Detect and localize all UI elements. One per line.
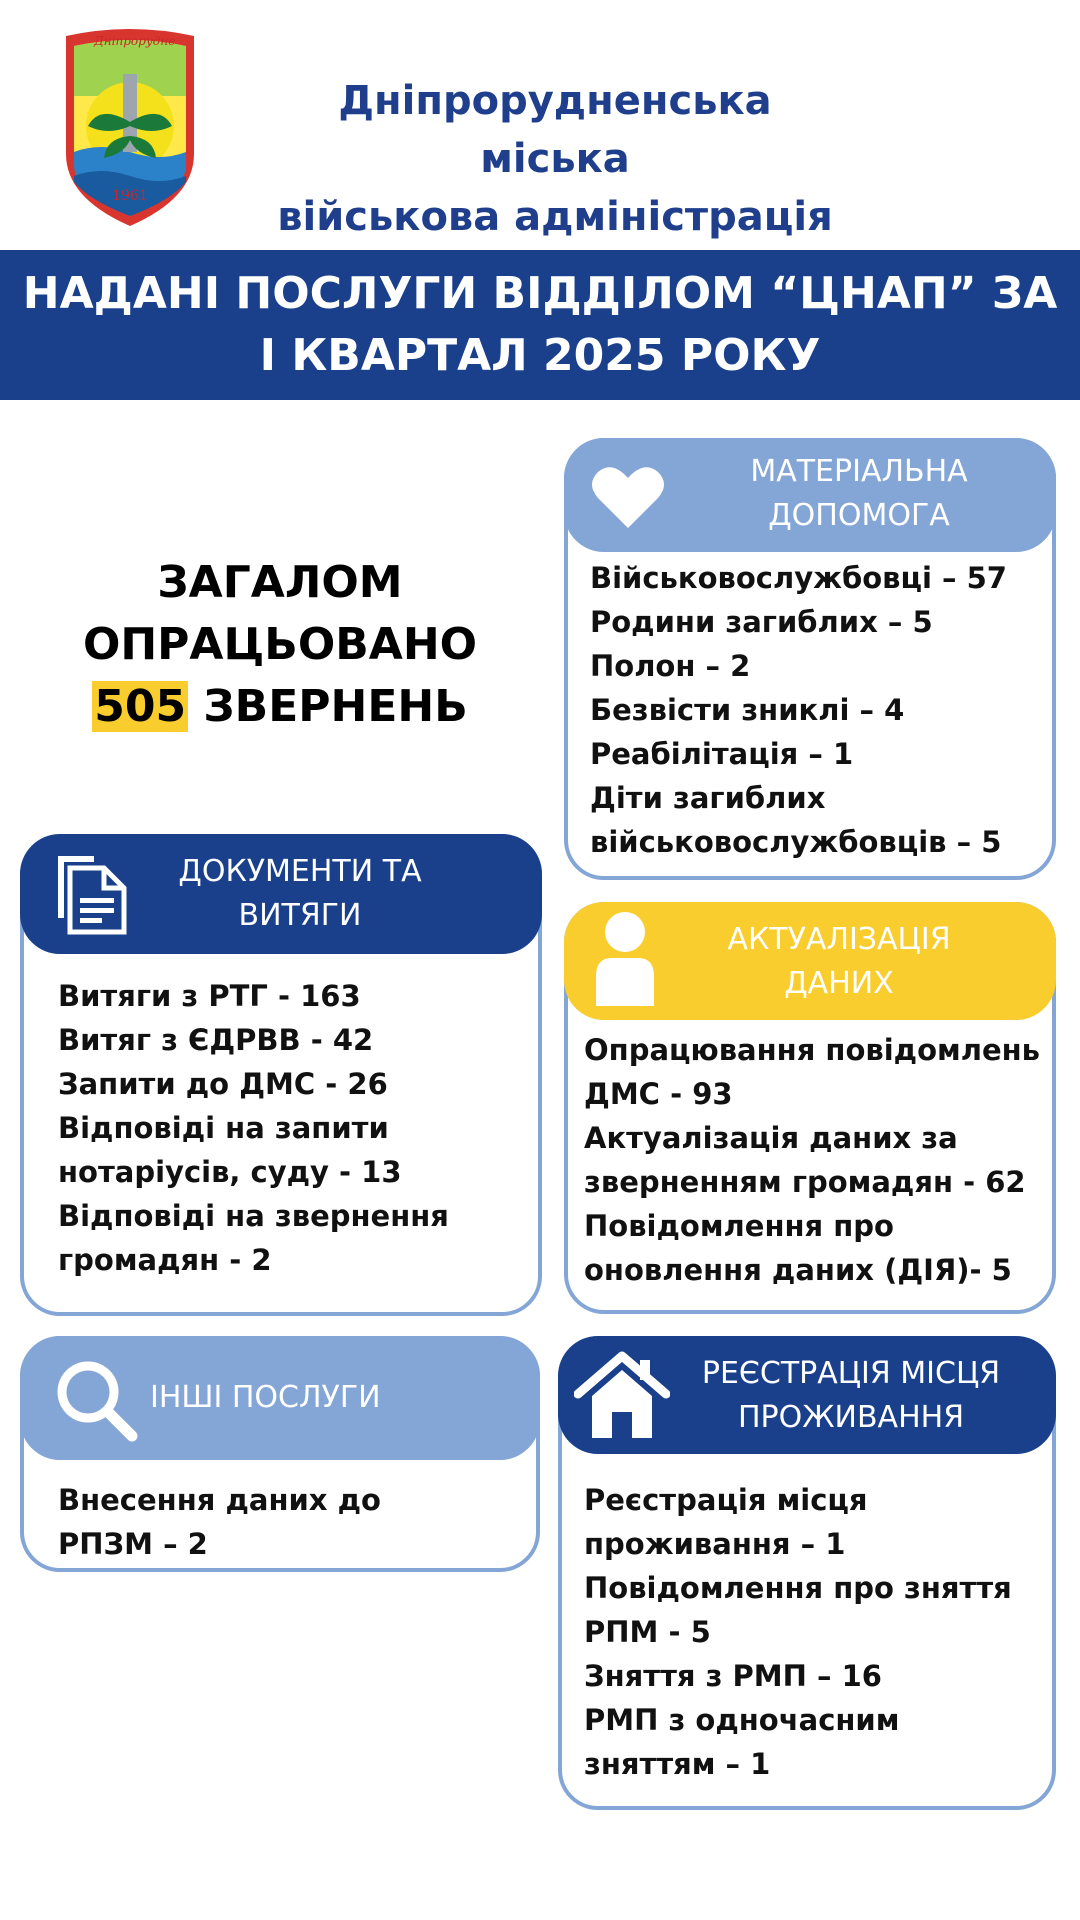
card-registration-header [558, 1336, 1056, 1454]
total-suffix: ЗВЕРНЕНЬ [203, 681, 468, 732]
header-title-line2: військова адміністрація [277, 194, 833, 240]
list-item: оновлення даних (ДІЯ)- 5 [584, 1253, 1012, 1287]
total-summary [40, 552, 520, 738]
card-update-title-line1: АКТУАЛІЗАЦІЯ [727, 922, 951, 957]
list-item: Внесення даних до [58, 1483, 381, 1517]
card-documents [20, 834, 542, 1316]
list-item: проживання – 1 [584, 1527, 846, 1561]
list-item: військовослужбовців – 5 [590, 825, 1002, 859]
list-item: Реєстрація місця [584, 1483, 868, 1517]
person-icon [592, 910, 658, 1014]
list-item: Зняття з РМП – 16 [584, 1659, 882, 1693]
banner-line1: НАДАНІ ПОСЛУГИ ВІДДІЛОМ “ЦНАП” ЗА [22, 268, 1058, 319]
card-data-update [564, 902, 1056, 1314]
list-item: Витяг з ЄДРВВ - 42 [58, 1023, 374, 1057]
heart-icon [590, 462, 666, 534]
card-material-title-line1: МАТЕРІАЛЬНА [750, 454, 968, 489]
card-residence-registration [558, 1336, 1056, 1810]
list-item: Діти загиблих [590, 781, 826, 815]
card-registration-title-line1: РЕЄСТРАЦІЯ МІСЦЯ [701, 1356, 1001, 1391]
list-item: РМП з одночасним [584, 1703, 900, 1737]
logo-name-text: Дніпрорудне [94, 34, 176, 48]
total-line1: ЗАГАЛОМ [157, 557, 403, 608]
card-material-assistance [564, 438, 1056, 880]
card-documents-header [20, 834, 542, 954]
list-item: Запити до ДМС - 26 [58, 1067, 388, 1101]
list-item: Повідомлення про [584, 1209, 894, 1243]
banner-line2: І КВАРТАЛ 2025 РОКУ [259, 330, 821, 381]
list-item: Родини загиблих – 5 [590, 605, 933, 639]
documents-icon [54, 852, 128, 940]
card-other-services-header [20, 1336, 540, 1460]
card-other-services [20, 1336, 540, 1572]
list-item: Витяги з РТГ - 163 [58, 979, 361, 1013]
list-item: РПЗМ – 2 [58, 1527, 208, 1561]
header-title [270, 72, 840, 246]
card-registration-title-line2: ПРОЖИВАННЯ [737, 1400, 965, 1435]
list-item: Реабілітація – 1 [590, 737, 854, 771]
list-item: зняттям – 1 [584, 1747, 771, 1781]
total-line2: ОПРАЦЬОВАНО [82, 619, 478, 670]
list-item: Відповіді на звернення [58, 1199, 449, 1233]
total-line3 [40, 676, 520, 738]
card-documents-title-line1: ДОКУМЕНТИ ТА [178, 854, 422, 889]
header-title-line1: Дніпрорудненська міська [338, 78, 772, 182]
list-item: нотаріусів, суду - 13 [58, 1155, 402, 1189]
list-item: Актуалізація даних за [584, 1121, 958, 1155]
search-icon [54, 1358, 138, 1446]
card-other-title: ІНШІ ПОСЛУГИ [150, 1380, 381, 1415]
card-update-title-line2: ДАНИХ [784, 966, 894, 1001]
total-number: 505 [94, 681, 187, 732]
logo-year-text: 1961 [112, 188, 148, 204]
list-item: громадян - 2 [58, 1243, 272, 1277]
card-data-update-header [564, 902, 1056, 1020]
card-material-assistance-header [564, 438, 1056, 552]
list-item: Опрацювання повідомлень [584, 1033, 1040, 1067]
coat-of-arms-logo [60, 26, 200, 230]
list-item: зверненням громадян - 62 [584, 1165, 1026, 1199]
house-icon [574, 1350, 670, 1444]
list-item: Відповіді на запити [58, 1111, 389, 1145]
list-item: Повідомлення про зняття [584, 1571, 1012, 1605]
report-banner [0, 250, 1080, 400]
card-material-title-line2: ДОПОМОГА [768, 498, 950, 533]
list-item: Безвісти зниклі – 4 [590, 693, 905, 727]
card-documents-title-line2: ВИТЯГИ [238, 898, 362, 933]
list-item: Військовослужбовці – 57 [590, 561, 1007, 595]
list-item: Полон – 2 [590, 649, 751, 683]
list-item: РПМ - 5 [584, 1615, 711, 1649]
list-item: ДМС - 93 [584, 1077, 733, 1111]
